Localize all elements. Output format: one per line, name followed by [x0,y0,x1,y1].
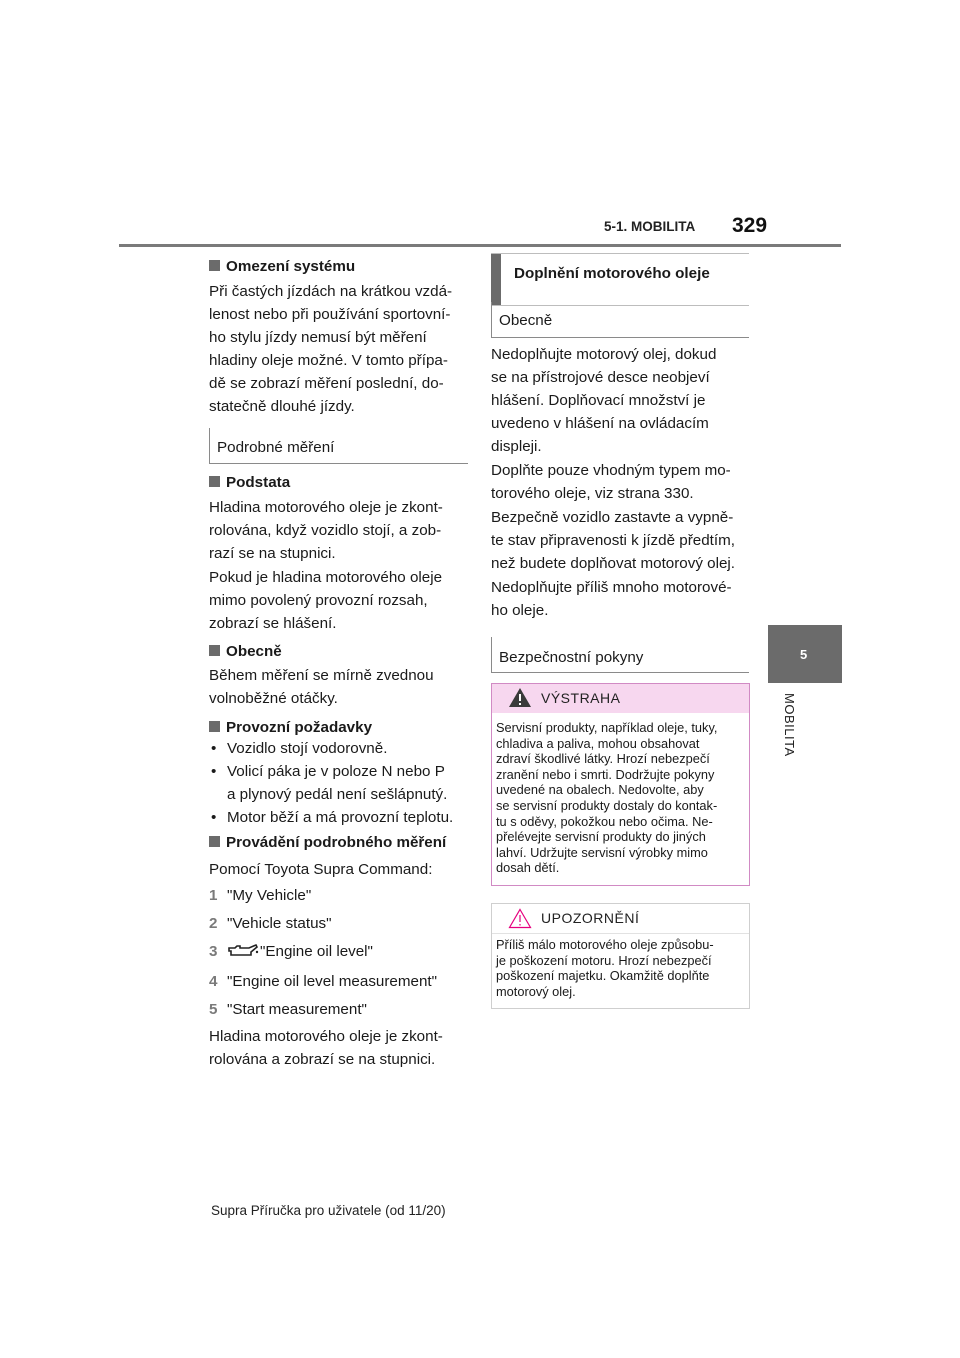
list-item: • Motor běží a má provozní teplotu. [209,806,471,829]
paragraph-omezeni [209,280,452,418]
page-number: 329 [732,214,768,237]
subheading-bezpecnost [491,637,749,673]
square-bullet-icon [209,836,220,847]
page-footer: Supra Příručka pro uživatele (od 11/20) [211,1203,446,1218]
step-text: "Vehicle status" [227,915,332,932]
text-line: Hladina motorového oleje je zkont- [209,1028,443,1045]
list-item: • Vozidlo stojí vodorovně. [209,737,471,760]
subheading-rule [491,302,492,337]
page-header [0,0,960,250]
section-title: 5-1. MOBILITA [604,219,696,234]
text-line: Během měření se mírně zvednou [209,667,434,684]
step-number: 4 [209,973,218,990]
text-line: rolována, když vozidlo stojí, a zob- [209,522,442,539]
heading-podstata: Podstata [209,471,290,494]
chapter-tab [768,625,842,683]
text-line: se na přístrojové desce neobjeví [491,369,710,386]
paragraph-podstata-1 [209,496,443,565]
step-number: 1 [209,887,218,904]
warning-box [491,683,750,886]
requirements-list [209,737,471,829]
warning-line: uvedené na obalech. Nedovolte, aby [496,782,704,798]
text-line: mimo povolený provozní rozsah, [209,592,428,609]
right-column [491,0,751,1358]
notice-line: motorový olej. [496,983,576,999]
warning-title: VÝSTRAHA [541,690,621,706]
subheading-text: Obecně [499,312,553,329]
paragraph-3 [491,506,735,575]
warning-line: Servisní produkty, například oleje, tuky, [496,720,718,735]
oil-can-icon [227,943,259,966]
notice-line: je poškození motoru. Hrozí nebezpečí [496,952,712,968]
section-heading-bar [491,254,501,305]
text-line: hladiny oleje možné. V tomto přípa- [209,352,448,369]
heading-pozadavky: Provozní požadavky [209,716,372,739]
step-number: 3 [209,943,218,960]
notice-title-bar [492,904,749,934]
section-heading-box [491,253,749,306]
subheading-obecne [491,302,749,338]
text-line: lenost nebo při používání sportovní- [209,306,451,323]
square-bullet-icon [209,645,220,656]
subheading-text: Bezpečnostní pokyny [499,649,644,666]
text-line: dě se zobrazí měření poslední, do- [209,375,444,392]
notice-body [496,937,748,999]
warning-line: se servisní produkty dostaly do kontak- [496,797,718,813]
text-line: rolována a zobrazí se na stupnici. [209,1051,436,1068]
warning-title-bar [492,684,749,713]
warning-line: chladiva a paliva, mohou obsahovat [496,735,700,751]
text-line: Při častých jízdách na krátkou vzdá- [209,283,453,300]
notice-title: UPOZORNĚNÍ [541,910,640,926]
warning-line: přelévejte servisní produkty do jiných [496,829,706,845]
step-1 [209,884,311,907]
text-line: Nedoplňujte příliš mnoho motorové- [491,579,732,596]
text-line: te stav připravenosti k jízdě předtím, [491,532,735,549]
notice-line: poškození majetku. Okamžitě doplňte [496,968,710,984]
notice-box [491,903,750,1009]
text-line: Doplňte pouze vhodným typem mo- [491,462,731,479]
notice-triangle-icon [508,908,532,934]
text-line: razí se na stupnici. [209,545,336,562]
warning-line: zdraví škodlivé látky. Hrozí nebezpečí [496,751,710,767]
warning-line: dosah dětí. [496,860,560,876]
paragraph-final [209,1025,443,1071]
subheading-rule [209,428,210,463]
text-line: Pokud je hladina motorového oleje [209,569,443,586]
warning-line: zranění nebo i smrti. Dodržujte pokyny [496,766,715,782]
subheading-rule [491,637,492,672]
notice-line: Příliš málo motorového oleje způsobu- [496,937,714,952]
text-line: Hladina motorového oleje je zkont- [209,499,443,516]
subheading-podrobne [209,428,468,464]
step-text: "Engine oil level measurement" [227,973,438,990]
text-line: ho oleje. [491,602,549,619]
text-line: hlášení. Doplňovací množství je [491,392,706,409]
text-line: zobrazí se hlášení. [209,615,337,632]
warning-line: lahví. Udržujte servisní výrobky mimo [496,844,708,860]
paragraph-obecne [209,664,434,710]
paragraph-1 [491,343,716,458]
step-4 [209,970,437,993]
text-line: Bezpečně vozidlo zastavte a vypně- [491,509,734,526]
text-line: torového oleje, viz strana 330. [491,485,694,502]
step-3 [209,940,373,966]
text-line: displeji. [491,438,542,455]
paragraph-podstata-2 [209,566,442,635]
text-line: volnoběžné otáčky. [209,690,338,707]
warning-line: tu s oděvy, pokožkou nebo očima. Ne- [496,813,713,829]
section-heading-text: Doplnění motorového oleje [514,265,710,282]
list-item-continuation: a plynový pedál není sešlápnutý. [227,786,448,803]
warning-body [496,720,748,876]
chapter-label: MOBILITA [782,693,797,757]
paragraph-command: Pomocí Toyota Supra Command: [209,861,433,878]
heading-provadeni: Provádění podrobného měření [209,831,446,854]
step-text: "Engine oil level" [260,943,373,960]
text-line: Nedoplňujte motorový olej, dokud [491,346,717,363]
step-text: "Start measurement" [227,1001,367,1018]
step-2 [209,912,332,935]
left-column [209,0,471,1358]
subheading-text: Podrobné měření [217,439,335,456]
square-bullet-icon [209,476,220,487]
text-line: než budete doplňovat motorový olej. [491,555,736,572]
list-item: • Volicí páka je v poloze N nebo P [209,760,471,783]
square-bullet-icon [209,260,220,271]
chapter-number: 5 [800,647,808,662]
step-text: "My Vehicle" [227,887,312,904]
warning-triangle-icon [508,687,532,713]
text-line: ho stylu jízdy nemusí být měření [209,329,427,346]
step-number: 5 [209,1001,218,1018]
text-line: statečně dlouhé jízdy. [209,398,355,415]
paragraph-2 [491,459,731,505]
heading-omezeni: Omezení systému [209,255,355,278]
step-number: 2 [209,915,218,932]
square-bullet-icon [209,721,220,732]
text-line: uvedeno v hlášení na ovládacím [491,415,709,432]
step-5 [209,998,367,1021]
heading-obecne: Obecně [209,640,282,663]
paragraph-4 [491,576,732,622]
